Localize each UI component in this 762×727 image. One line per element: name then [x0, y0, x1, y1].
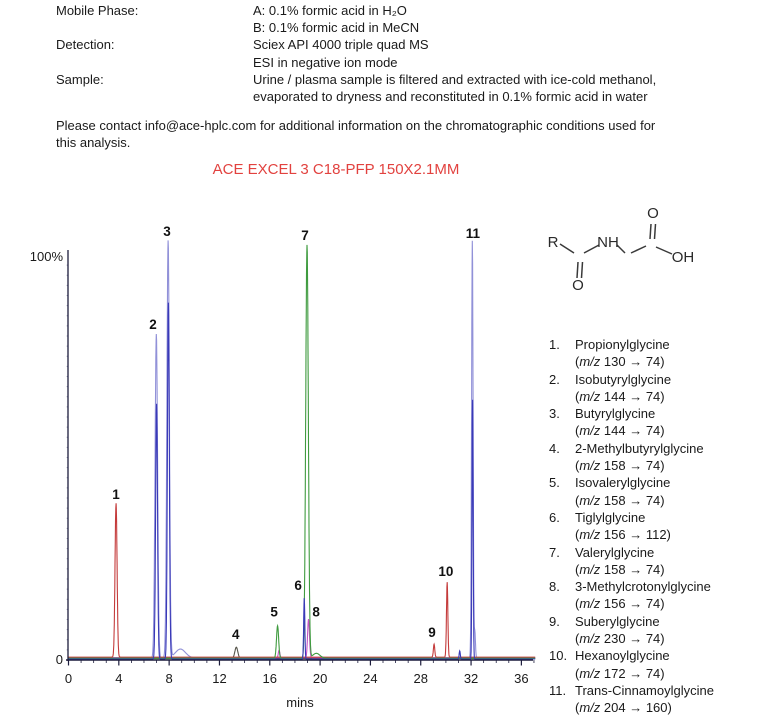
peak-label: 1	[112, 487, 120, 503]
contact-paragraph	[56, 117, 655, 151]
x-tick-label: 36	[514, 671, 529, 686]
trace-dark-blue	[69, 303, 536, 659]
compound-number: 4.	[549, 440, 560, 456]
chromatogram	[0, 195, 545, 727]
bond-c-oh	[656, 247, 672, 254]
peak-label: 6	[294, 578, 302, 594]
column-title: ACE EXCEL 3 C18-PFP 150X2.1MM	[212, 161, 460, 178]
bond-r-c	[560, 244, 574, 253]
contact-line-1: Please contact info@ace-hplc.com for additional information on the chromatographic conditions used for	[56, 118, 656, 133]
conditions-block	[56, 2, 656, 105]
compound-number: 2.	[549, 371, 560, 387]
x-tick-label: 16	[262, 671, 278, 686]
compound-item	[549, 647, 761, 682]
compound-name: Hexanoylglycine	[575, 648, 670, 664]
compound-number: 10.	[549, 648, 568, 664]
peak-label: 10	[438, 564, 454, 580]
bond-acid-o-double-1	[650, 224, 651, 239]
atom-r: R	[547, 234, 559, 251]
x-tick-label: 20	[312, 671, 328, 686]
structure-drawing	[538, 200, 708, 310]
compound-name: Tiglylglycine	[575, 509, 646, 525]
acylglycine-structure	[538, 200, 708, 310]
compound-number: 6.	[549, 509, 560, 525]
x-axis-title: mins	[286, 695, 314, 710]
trace-green	[69, 245, 536, 658]
trace-red	[69, 503, 536, 657]
compound-number: 8.	[549, 579, 560, 595]
compound-name: Valerylglycine	[575, 544, 655, 560]
compound-name: Isobutyrylglycine	[575, 371, 672, 387]
mobile-phase-row	[56, 2, 656, 36]
compound-transition: (m/z 130 → 74)	[575, 354, 665, 370]
peak-label: 8	[312, 604, 320, 620]
compound-item	[549, 544, 761, 579]
compound-item	[549, 371, 761, 406]
mobile-phase-b: B: 0.1% formic acid in MeCN	[253, 20, 420, 36]
compound-transition: (m/z 156 → 112)	[575, 527, 671, 543]
x-tick-label: 24	[363, 671, 378, 686]
trace-magenta	[69, 619, 536, 658]
compound-number: 3.	[549, 406, 560, 422]
compound-item	[549, 613, 761, 648]
compound-name: 2-Methylbutyrylglycine	[575, 440, 704, 456]
compound-transition: (m/z 158 → 74)	[575, 492, 665, 508]
compound-transition: (m/z 144 → 74)	[575, 388, 665, 404]
compound-name: Butyrylglycine	[575, 406, 656, 422]
peak-label: 7	[301, 227, 309, 243]
sample-row	[56, 71, 656, 105]
contact-line-2: this analysis.	[56, 135, 131, 151]
detection-line-1: Sciex API 4000 triple quad MS	[253, 37, 429, 53]
x-tick-label: 12	[212, 671, 227, 686]
compound-name: Propionylglycine	[575, 337, 670, 352]
bond-c-o-double-2	[582, 262, 583, 278]
sample-label: Sample:	[56, 71, 104, 87]
x-tick-label: 8	[165, 671, 173, 686]
compound-transition: (m/z 230 → 74)	[575, 631, 665, 647]
compound-transition: (m/z 144 → 74)	[575, 423, 665, 439]
peak-label: 4	[232, 627, 240, 643]
x-tick-label: 32	[463, 671, 479, 686]
detection-row	[56, 36, 656, 70]
compound-transition: (m/z 158 → 74)	[575, 458, 665, 474]
compound-name: 3-Methylcrotonylglycine	[575, 579, 711, 595]
compound-transition: (m/z 172 → 74)	[575, 665, 665, 681]
mobile-phase-label: Mobile Phase:	[56, 3, 139, 18]
compound-item	[549, 336, 761, 371]
compound-item	[549, 578, 761, 613]
compound-list	[549, 336, 761, 717]
compound-number: 11.	[549, 682, 567, 698]
compound-item	[549, 509, 761, 544]
compound-transition: (m/z 156 → 74)	[575, 596, 665, 612]
sample-line-1: Urine / plasma sample is filtered and extracted with ice-cold methanol,	[253, 71, 657, 87]
x-tick-label: 0	[64, 671, 73, 686]
detection-line-2: ESI in negative ion mode	[253, 54, 398, 70]
compound-name: Suberylglycine	[575, 613, 660, 629]
compound-number: 1.	[549, 337, 560, 352]
peak-label: 3	[163, 223, 171, 239]
peak-label: 9	[428, 624, 436, 640]
peak-label: 11	[465, 225, 481, 241]
atom-nh: NH	[597, 234, 619, 251]
sample-line-2: evaporated to dryness and reconstituted in 0.1% formic acid in water	[253, 89, 648, 105]
bond-acid-o-double-2	[655, 224, 656, 239]
atom-oh: OH	[671, 249, 695, 266]
compound-name: Isovalerylglycine	[575, 475, 671, 491]
trace-light-blue	[69, 240, 536, 658]
compound-name: Trans-Cinnamoylglycine	[575, 682, 714, 698]
compound-item	[549, 440, 761, 475]
compound-item	[549, 474, 761, 509]
bond-c-o-double-1	[577, 262, 578, 278]
compound-item	[549, 682, 761, 717]
atom-o-amide: O	[572, 277, 584, 294]
x-tick-label: 28	[413, 671, 428, 686]
y-axis-bottom-label: 0	[55, 652, 63, 667]
detection-label: Detection:	[56, 37, 115, 53]
mobile-phase-a: A: 0.1% formic acid in H₂O	[253, 3, 407, 18]
compound-number: 9.	[549, 613, 560, 629]
y-axis-top-label: 100%	[29, 249, 63, 264]
compound-number: 7.	[549, 544, 560, 560]
compound-transition: (m/z 204 → 160)	[575, 700, 672, 716]
bond-ch2-c	[631, 246, 646, 253]
compound-transition: (m/z 158 → 74)	[575, 561, 665, 577]
x-tick-label: 4	[115, 671, 123, 686]
chromatogram-plot	[0, 195, 545, 727]
peak-label: 5	[270, 604, 278, 620]
atom-o-acid: O	[647, 205, 659, 222]
compound-item	[549, 405, 761, 440]
peak-label: 2	[149, 317, 157, 332]
compound-number: 5.	[549, 475, 560, 491]
